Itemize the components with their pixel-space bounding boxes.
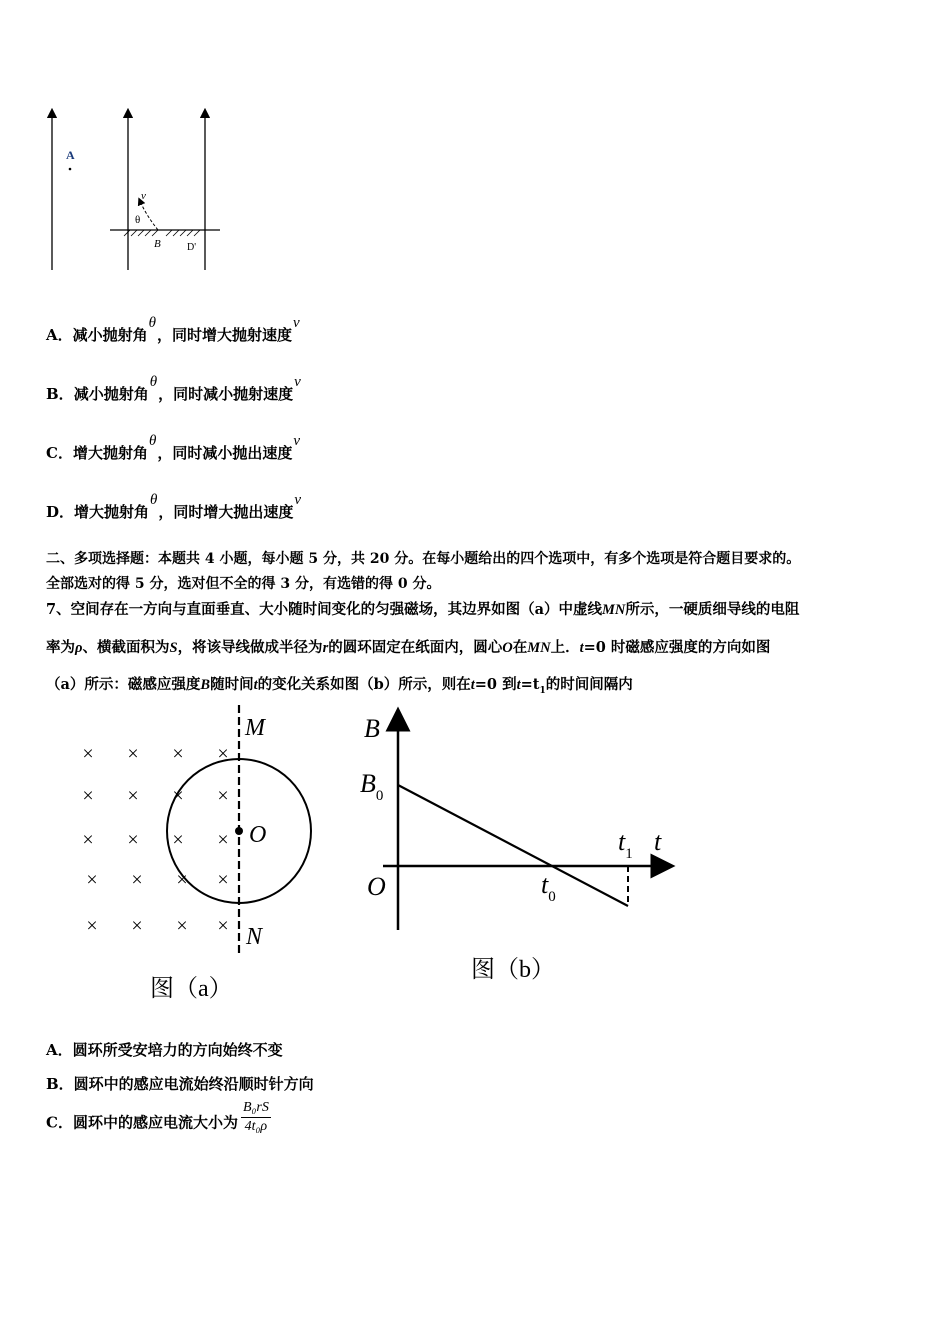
q7-stem-line2: 率为ρ、横截面积为S，将该导线做成半径为r的圆环固定在纸面内，圆心O在MN上．t=0 时磁感应强度的方向如图 — [46, 639, 771, 656]
center-point — [235, 827, 243, 835]
q7-option-a[interactable]: A．圆环所受安培力的方向始终不变 — [46, 1041, 283, 1059]
q6-option-c[interactable]: C．增大抛射角θ，同时减小抛出速度v — [46, 433, 301, 462]
field-cross: × — [217, 785, 229, 807]
field-cross: × — [127, 785, 139, 807]
q7-option-c[interactable]: C．圆环中的感应电流大小为 $\frac{\text{B₀rS}}{\text{4t₀ρ}}$ — [46, 1100, 269, 1134]
t-axis-label: t — [654, 827, 662, 856]
label-n: N — [246, 924, 263, 950]
field-cross: × — [82, 743, 94, 765]
field-cross: × — [172, 829, 184, 851]
field-cross: × — [172, 743, 184, 765]
q6-option-a[interactable]: A．减小抛射角θ，同时增大抛射速度v — [46, 315, 300, 344]
field-cross: × — [217, 829, 229, 851]
point-b-label: B — [154, 238, 161, 250]
field-cross: × — [176, 915, 188, 937]
figure-b — [355, 705, 685, 995]
figure-a-caption: 图（a） — [150, 976, 233, 1002]
projectile-figure — [40, 105, 230, 275]
field-cross: × — [127, 829, 139, 851]
trajectory-curve — [140, 201, 158, 230]
velocity-label: v — [141, 190, 146, 202]
q7-option-b[interactable]: B．圆环中的感应电流始终沿顺时针方向 — [46, 1075, 314, 1093]
q7-stem-line3: （a）所示：磁感应强度B随时间t的变化关系如图（b）所示，则在t=0 到$t=t_1$的时间间隔内 — [46, 676, 633, 696]
section2-heading-line2: 全部选对的得 5 分，选对但不全的得 3 分，有选错的得 0 分。 — [46, 576, 441, 592]
t1-label: $t_1$ — [618, 827, 633, 862]
section2-heading-line1: 二、多项选择题：本题共 4 小题，每小题 5 分，共 20 分。在每小题给出的四个选项中，有多个选项是符合题目要求的。 — [46, 551, 801, 567]
q6-option-d[interactable]: D．增大抛射角θ，同时增大抛出速度v — [46, 492, 302, 521]
magnetic-field-crosses — [82, 743, 228, 937]
field-cross: × — [82, 785, 94, 807]
theta-label: θ — [135, 214, 141, 226]
point-d-label: D' — [187, 242, 197, 253]
q6-option-b[interactable]: B．减小抛射角θ，同时减小抛射速度v — [46, 374, 301, 403]
b-t-graph-line — [398, 785, 628, 906]
b-axis-label: B — [364, 714, 380, 743]
t0-label: $t_0$ — [541, 870, 556, 905]
field-cross: × — [217, 869, 229, 891]
field-cross: × — [131, 915, 143, 937]
field-cross: × — [131, 869, 143, 891]
point-a-dot — [69, 168, 72, 171]
label-o: O — [249, 822, 267, 848]
field-cross: × — [172, 785, 184, 807]
ground-hatch — [124, 230, 200, 236]
b0-label: $B_0$ — [360, 769, 384, 804]
origin-label: O — [367, 872, 386, 901]
q7-stem-line1: 7、空间存在一方向与直面垂直、大小随时间变化的匀强磁场，其边界如图（a）中虚线MN所示，一硬质细导线的电阻 — [46, 601, 800, 618]
label-m: M — [245, 715, 265, 741]
figure-a — [60, 700, 330, 1010]
field-cross: × — [217, 743, 229, 765]
field-cross: × — [86, 915, 98, 937]
field-cross: × — [176, 869, 188, 891]
point-a-label: A — [66, 148, 75, 162]
field-cross: × — [127, 743, 139, 765]
figure-b-caption: 图（b） — [471, 957, 555, 983]
field-cross: × — [217, 915, 229, 937]
field-cross: × — [86, 869, 98, 891]
current-formula: $\frac{\text{B₀rS}}{\text{4t₀ρ}}$ — [242, 1100, 269, 1134]
field-cross: × — [82, 829, 94, 851]
